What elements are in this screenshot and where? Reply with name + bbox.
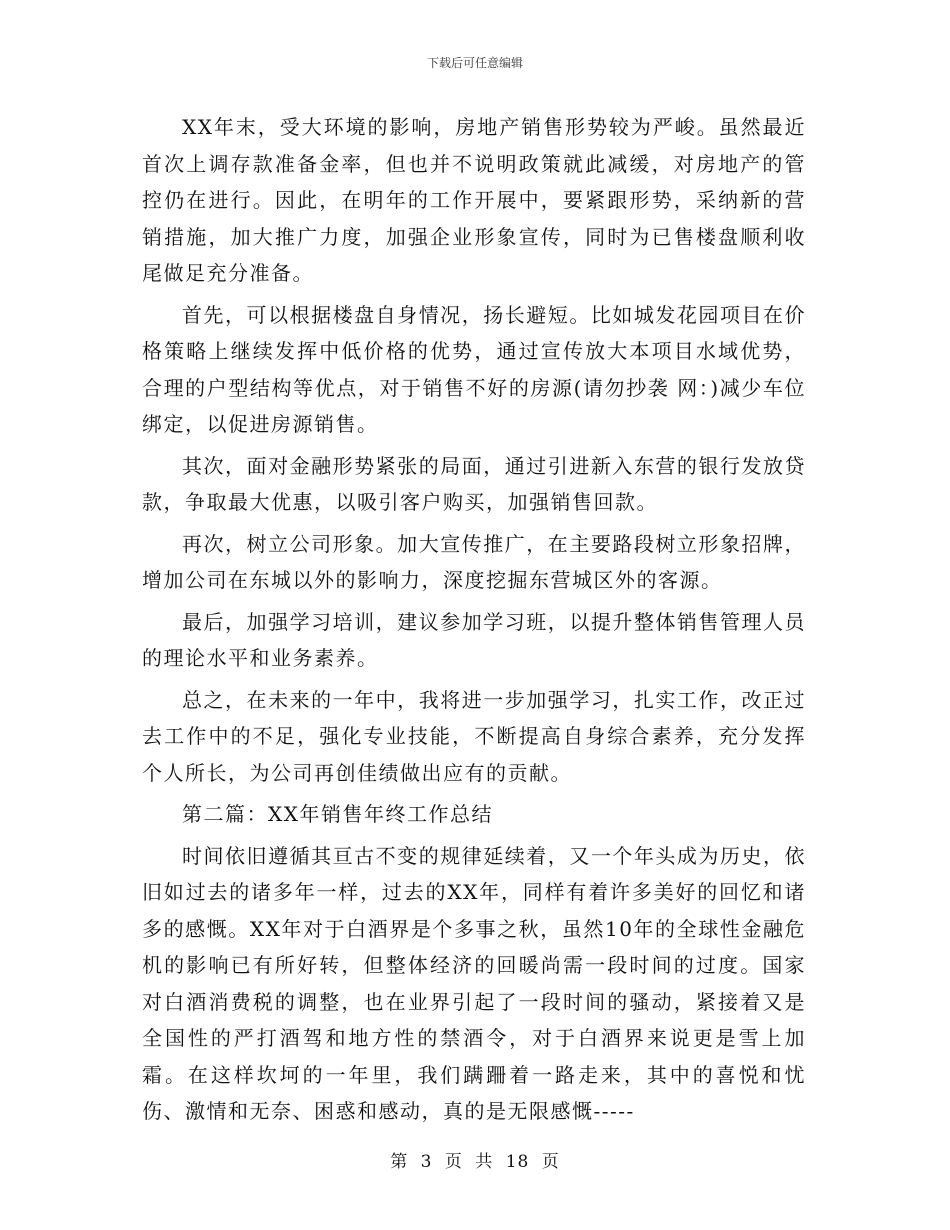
paragraph-intro: XX年末，受大环境的影响，房地产销售形势较为严峻。虽然最近首次上调存款准备金率，但也并不说明政策就此减缓，对房地产的管控仍在进行。因此，在明年的工作开展中，要紧跟形势，采纳新的营销措施，加大推广力度，加强企业形象宣传，同时为已售楼盘顺利收尾做足充分准备。 [142,115,806,285]
paragraph-first-point: 首先，可以根据楼盘自身情况，扬长避短。比如城发花园项目在价格策略上继续发挥中低价格的优势，通过宣传放大本项目水域优势，合理的户型结构等优点，对于销售不好的房源(请勿抄袭 网：)减少车位绑定，以促进房源销售。 [142,302,806,436]
paragraph-third-point: 再次，树立公司形象。加大宣传推广，在主要路段树立形象招牌，增加公司在东城以外的影响力，深度挖掘东营城区外的客源。 [142,531,806,592]
section-heading: 第二篇：XX年销售年终工作总结 [182,802,493,826]
page-number-footer: 第 3 页 共 18 页 [390,1152,560,1172]
paragraph-fourth-point: 最后，加强学习培训，建议参加学习班，以提升整体销售管理人员的理论水平和业务素养。 [142,609,806,670]
document-body [142,109,806,1135]
paragraph-second-point: 其次，面对金融形势紧张的局面，通过引进新入东营的银行发放贷款，争取最大优惠，以吸引客户购买，加强销售回款。 [142,453,806,514]
paragraph-section-two-body: 时间依旧遵循其亘古不变的规律延续着，又一个年头成为历史，依旧如过去的诸多年一样，过去的XX年，同样有着许多美好的回忆和诸多的感慨。XX年对于白酒界是个多事之秋，虽然10年的全球性金融危机的影响已有所好转，但整体经济的回暖尚需一段时间的过度。国家对白酒消费税的调整，也在业界引起了一段时间的骚动，紧接着又是全国性的严打酒驾和地方性的禁酒令，对于白酒界来说更是雪上加霜。在这样坎坷的一年里，我们蹒跚着一路走来，其中的喜悦和忧伤、激情和无奈、困惑和感动，真的是无限感慨----- [142,843,806,1123]
page-header-note: 下载后可任意编辑 [426,56,523,70]
paragraph-conclusion: 总之，在未来的一年中，我将进一步加强学习，扎实工作，改正过去工作中的不足，强化专业技能，不断提高自身综合素养，充分发挥个人所长，为公司再创佳绩做出应有的贡献。 [142,687,806,785]
